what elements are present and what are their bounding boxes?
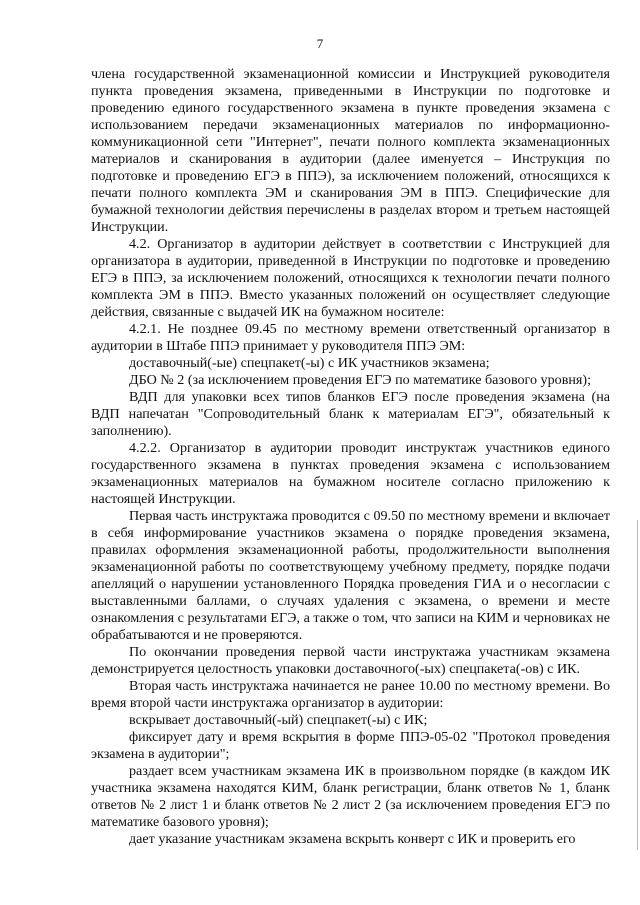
paragraph: вскрывает доставочный(-ый) спецпакет(-ы) с ИК; <box>129 712 428 728</box>
paragraph: дает указание участникам экзамена вскрыть конверт с ИК и проверить его <box>129 831 576 847</box>
scan-artifact-line <box>637 520 638 850</box>
page-number: 7 <box>316 36 324 51</box>
paragraph: фиксирует дату и время вскрытия в форме ППЭ-05-02 "Протокол проведения экзамена в аудитории"; <box>91 729 610 762</box>
paragraph: 4.2. Организатор в аудитории действует в соответствии с Инструкцией для организатора в аудитории, приведенной в Инструкции по подготовке и проведению ЕГЭ в ППЭ, за исключением положений, относящихся к технологии печати полного комплекта ЭМ в ППЭ. Вместо указанных положений он осуществляет следующие действия, связанные с выдачей ИК на бумажном носителе: <box>91 236 610 320</box>
paragraph: члена государственной экзаменационной комиссии и Инструкцией руководителя пункта проведения экзамена, приведенными в Инструкции по подготовке и проведению единого государственного экзамена в пункте проведения экзамена с использованием передачи экзаменационных материалов по информационно-коммуникационной сети "Интернет", печати полного комплекта экзаменационных материалов и сканирования в аудитории (далее именуется – Инструкция по подготовке и проведению ЕГЭ в ППЭ), за исключением положений, относящихся к печати полного комплекта ЭМ и сканирования ЭМ в ППЭ. Специфические для бумажной технологии действия перечислены в разделах втором и третьем настоящей Инструкции. <box>91 66 610 235</box>
paragraph: По окончании проведения первой части инструктажа участникам экзамена демонстрируется целостность упаковки доставочного(-ых) спецпакета(-ов) с ИК. <box>91 644 610 677</box>
paragraph: Первая часть инструктажа проводится с 09.50 по местному времени и включает в себя информирование участников экзамена о порядке проведения экзамена, правилах оформления экзаменационной работы, продолжительности выполнения экзаменационной работы по соответствующему учебному предмету, порядке подачи апелляций о нарушении установленного Порядка проведения ГИА и о несогласии с выставленными баллами, о случаях удаления с экзамена, о времени и месте ознакомления с результатами ЕГЭ, а также о том, что записи на КИМ и черновиках не обрабатываются и не проверяются. <box>91 508 610 643</box>
paragraph: доставочный(-ые) спецпакет(-ы) с ИК участников экзамена; <box>129 355 490 371</box>
paragraph: 4.2.1. Не позднее 09.45 по местному времени ответственный организатор в аудитории в Штабе ППЭ принимает у руководителя ППЭ ЭМ: <box>91 321 610 354</box>
paragraph: ВДП для упаковки всех типов бланков ЕГЭ после проведения экзамена (на ВДП напечатан "Сопроводительный бланк к материалам ЕГЭ", обязательный к заполнению). <box>91 389 610 439</box>
paragraph: ДБО № 2 (за исключением проведения ЕГЭ по математике базового уровня); <box>129 372 591 388</box>
paragraph: раздает всем участникам экзамена ИК в произвольном порядке (в каждом ИК участника экзамена находятся КИМ, бланк регистрации, бланк ответов № 1, бланк ответов № 2 лист 1 и бланк ответов № 2 лист 2 (за исключением проведения ЕГЭ по математике базового уровня); <box>91 763 610 830</box>
body-text <box>91 66 610 848</box>
paragraph: 4.2.2. Организатор в аудитории проводит инструктаж участников единого государственного экзамена в пунктах проведения экзамена с использованием экзаменационных материалов на бумажном носителе согласно приложению к настоящей Инструкции. <box>91 440 610 507</box>
paragraph: Вторая часть инструктажа начинается не ранее 10.00 по местному времени. Во время второй части инструктажа организатор в аудитории: <box>91 678 610 711</box>
